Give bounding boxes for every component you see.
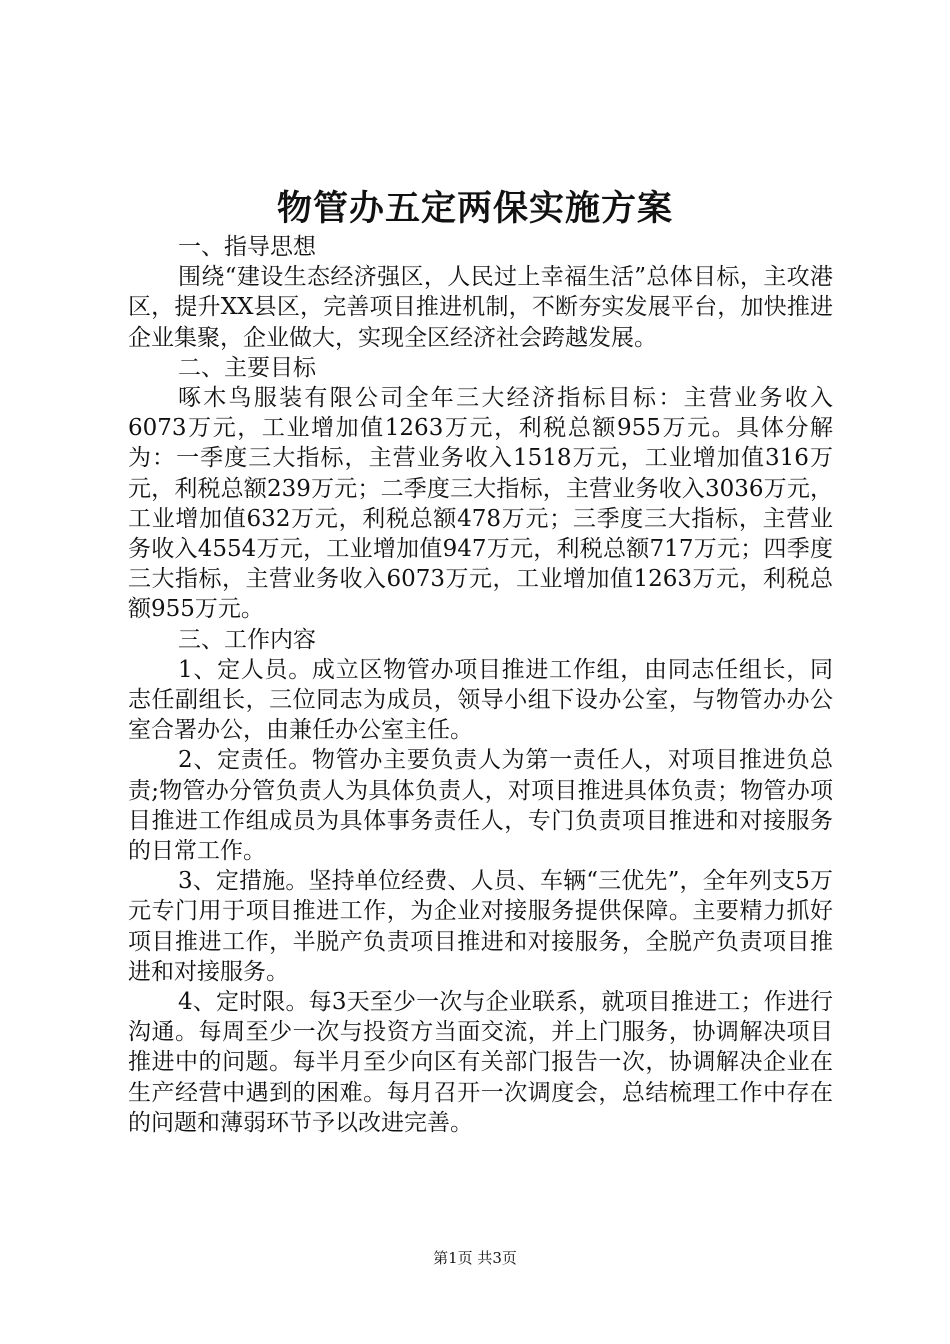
document-body (128, 232, 833, 1138)
paragraph-define-responsibility: 2、定责任。物管办主要负责人为第一责任人，对项目推进负总责;物管办分管负责人为具体负责人，对项目推进具体负责；物管办项目推进工作组成员为具体事务责任人，专门负责项目推进和对接服务的日常工作。 (128, 747, 833, 865)
paragraph-define-time-limits: 4、定时限。每3天至少一次与企业联系，就项目推进工；作进行沟通。每周至少一次与投资方当面交流，并上门服务，协调解决项目推进中的问题。每半月至少向区有关部门报告一次，协调解决企业在生产经营中遇到的困难。每月召开一次调度会，总结梳理工作中存在的问题和薄弱环节予以改进完善。 (128, 989, 833, 1136)
section-heading-guiding-thought: 一、指导思想 (178, 234, 316, 260)
page-number-footer: 第1页 共3页 (433, 1249, 517, 1267)
section-heading-main-goals: 二、主要目标 (178, 354, 316, 381)
paragraph-define-personnel: 1、定人员。成立区物管办项目推进工作组，由同志任组长，同志任副组长，三位同志为成员，领导小组下设办公室，与物管办办公室合署办公，由兼任办公室主任。 (128, 656, 833, 744)
section-heading-work-content: 三、工作内容 (178, 626, 316, 653)
paragraph-guiding-thought: 围绕“建设生态经济强区，人民过上幸福生活”总体目标，主攻港区，提升XX县区，完善项目推进机制，不断夯实发展平台，加快推进企业集聚，企业做大，实现全区经济社会跨越发展。 (128, 264, 833, 351)
paragraph-define-measures: 3、定措施。坚持单位经费、人员、车辆“三优先”，全年列支5万元专门用于项目推进工作，为企业对接服务提供保障。主要精力抓好项目推进工作，半脱产负责项目推进和对接服务，全脱产负责项目推进和对接服务。 (128, 868, 833, 985)
document-title: 物管办五定两保实施方案 (276, 188, 673, 229)
paragraph-main-goals: 啄木鸟服装有限公司全年三大经济指标目标：主营业务收入6073万元，工业增加值1263万元，利税总额955万元。具体分解为：一季度三大指标，主营业务收入1518万元，工业增加值316万元，利税总额239万元；二季度三大指标，主营业务收入3036万元，工业增加值632万元，利税总额478万元；三季度三大指标，主营业务收入4554万元，工业增加值947万元，利税总额717万元；四季度三大指标，主营业务收入6073万元，工业增加值1263万元，利税总额955万元。 (128, 385, 833, 623)
